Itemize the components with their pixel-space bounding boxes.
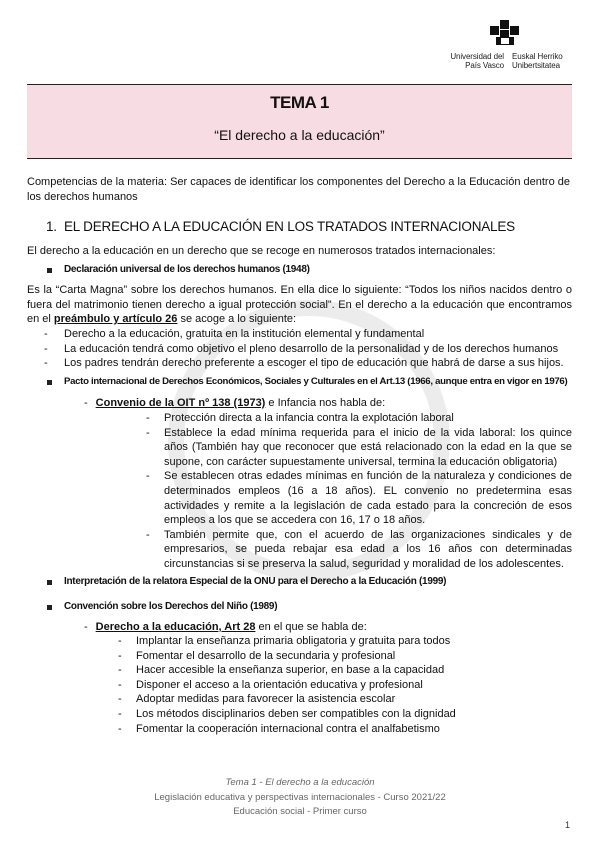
list-item: - Derecho a la educación, gratuita en la institución elemental y fundamental xyxy=(44,328,425,340)
treaty-pidesc: Pacto internacional de Derechos Económicos, Sociales y Culturales en el Art.13 (1966, aunque entra en vigor en 1976) xyxy=(64,376,568,387)
page-number: 1 xyxy=(565,820,571,830)
paragraph-udhr-a: Es la “Carta Magna” sobre los derechos humanos. En ella dice lo siguiente: “Todos los niños nacidos dentro o fuera del matrimonio tienen derecho a igual protección social”. En el derecho a la educación que encontramos en el xyxy=(27,284,572,326)
treaty-udhr: Declaración universal de los derechos humanos (1948) xyxy=(64,264,310,275)
page-title: TEMA 1 xyxy=(270,93,329,112)
section-number: 1. xyxy=(46,219,57,234)
list-item: - Se establecen otras edades mínimas en función de la naturaleza y condiciones de determinados empleos (16 a 18 años). EL convenio no predetermina esas actividades y remite a la legislación de cada estado para la concreción de esos empleos a los que se accedera con 16, 17 o 18 años. xyxy=(146,470,572,527)
section-intro: El derecho a la educación en un derecho que se recoge en numerosos tratados internacionales: xyxy=(27,245,496,257)
art28-rest: en el que se habla de: xyxy=(255,621,367,633)
paragraph-udhr xyxy=(27,283,572,327)
bullet-square-icon xyxy=(47,380,52,385)
title-box xyxy=(27,84,572,159)
list-item: - También permite que, con el acuerdo de las organizaciones sindicales y de empresarios, se pueda rebajar esa edad a los 16 años con determinadas circunstancias si se preserva la salud, seguridad y moralidad de los adolescentes. xyxy=(146,528,572,570)
bullet-square-icon xyxy=(47,580,52,585)
paragraph-udhr-c: se acoge a lo siguiente: xyxy=(177,313,297,326)
oit-rest: e Infancia nos habla de: xyxy=(265,397,386,409)
list-art28 xyxy=(118,634,574,736)
section-heading: EL DERECHO A LA EDUCACIÓN EN LOS TRATADOS INTERNACIONALES xyxy=(64,219,515,234)
list-item: - Disponer el acceso a la orientación educativa y profesional xyxy=(118,678,423,691)
list-item: - Hacer accesible la enseñanza superior, en base a la capacidad xyxy=(118,664,445,677)
list-item: - Establece la edad mínima requerida para el inicio de la vida laboral: los quince años (También hay que reconocer que está relacionado con la edad en la que se supone, con carácter supuestamente universal, termina la educación obligatoria) xyxy=(146,426,572,468)
bullet-square-icon xyxy=(47,605,52,610)
list-udhr xyxy=(44,327,574,371)
oit-line: - Convenio de la OIT nº 138 (1973) e Infancia nos habla de: xyxy=(84,397,386,409)
list-item: - Adoptar medidas para favorecer la asistencia escolar xyxy=(118,693,396,706)
preambulo-link: preámbulo y artículo 26 xyxy=(53,313,178,326)
list-item: - Protección directa a la infancia contra la explotación laboral xyxy=(146,412,454,424)
list-item: - Los métodos disciplinarios deben ser compatibles con la dignidad xyxy=(118,707,456,720)
oit-link: Convenio de la OIT nº 138 (1973) xyxy=(95,397,266,409)
treaty-crc: Convención sobre los Derechos del Niño (1989) xyxy=(64,601,278,612)
logo-text-es: Universidad del País Vasco xyxy=(450,52,504,70)
upv-ehu-logo-icon xyxy=(490,20,520,46)
list-oit xyxy=(146,411,572,572)
university-logo xyxy=(446,20,566,76)
art28-line: - Derecho a la educación, Art 28 en el que se habla de: xyxy=(84,621,367,633)
list-item: - La educación tendrá como objetivo el pleno desarrollo de la personalidad y de los derechos humanos xyxy=(44,342,559,355)
list-item: - Los padres tendrán derecho preferente a escoger el tipo de educación que habrá de darse a sus hijos. xyxy=(44,357,564,370)
list-item: - Fomentar la cooperación internacional contra el analfabetismo xyxy=(118,722,440,735)
competencias-text: Competencias de la materia: Ser capaces de identificar los componentes del Derecho a la Educación dentro de los derechos humanos xyxy=(27,176,570,203)
logo-text-eu: Euskal Herriko Unibertsitatea xyxy=(512,52,563,70)
page-subtitle: “El derecho a la educación” xyxy=(214,127,385,143)
footer-degree: Educación social - Primer curso xyxy=(233,806,367,817)
list-item: - Implantar la enseñanza primaria obligatoria y gratuita para todos xyxy=(118,635,451,647)
footer-course: Legislación educativa y perspectivas internacionales - Curso 2021/22 xyxy=(154,792,446,803)
treaty-onu: Interpretación de la relatora Especial de la ONU para el Derecho a la Educación (1999) xyxy=(64,576,447,587)
art28-link: Derecho a la educación, Art 28 xyxy=(95,621,256,633)
footer-topic: Tema 1 - El derecho a la educación xyxy=(225,777,375,788)
list-item: - Fomentar el desarrollo de la secundaria y profesional xyxy=(118,649,396,662)
bullet-square-icon xyxy=(47,268,52,273)
